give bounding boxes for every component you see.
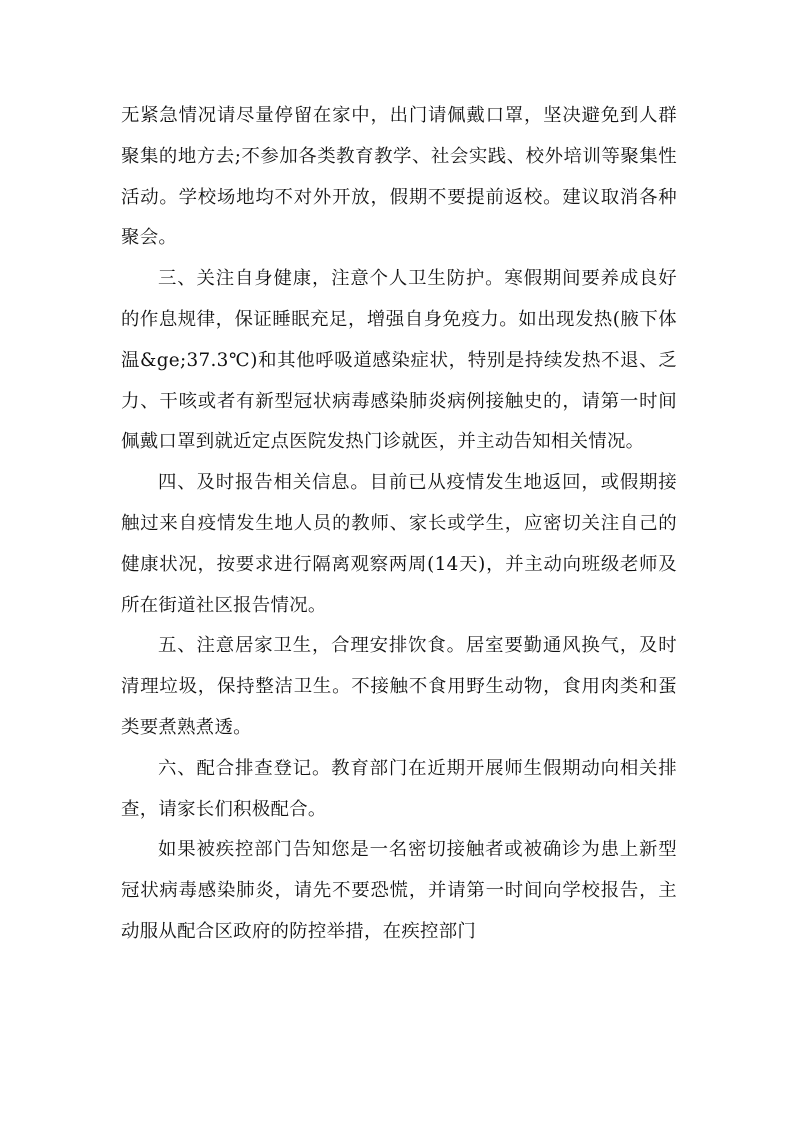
paragraph-section-4: 四、及时报告相关信息。目前已从疫情发生地返回，或假期接触过来自疫情发生地人员的教师、家长或学生，应密切关注自己的健康状况，按要求进行隔离观察两周(14天)，并主动向班级老师及所在街道社区报告情况。 — [121, 472, 677, 616]
document-body — [121, 96, 677, 953]
paragraph-close-contact: 如果被疾控部门告知您是一名密切接触者或被确诊为患上新型冠状病毒感染肺炎，请先不要恐慌，并请第一时间向学校报告，主动服从配合区政府的防控举措，在疾控部门 — [121, 839, 677, 942]
paragraph-continuation: 无紧急情况请尽量停留在家中，出门请佩戴口罩，坚决避免到人群聚集的地方去;不参加各类教育教学、社会实践、校外培训等聚集性活动。学校场地均不对外开放，假期不要提前返校。建议取消各种聚会。 — [121, 105, 677, 249]
paragraph-section-5: 五、注意居家卫生，合理安排饮食。居室要勤通风换气，及时清理垃圾，保持整洁卫生。不接触不食用野生动物，食用肉类和蛋类要煮熟煮透。 — [121, 635, 677, 738]
paragraph-section-3: 三、关注自身健康，注意个人卫生防护。寒假期间要养成良好的作息规律，保证睡眠充足，增强自身免疫力。如出现发热(腋下体温&ge;37.3℃)和其他呼吸道感染症状，特别是持续发热不退、乏力、干咳或者有新型冠状病毒感染肺炎病例接触史的，请第一时间佩戴口罩到就近定点医院发热门诊就医，并主动告知相关情况。 — [121, 268, 677, 453]
paragraph-section-6: 六、配合排查登记。教育部门在近期开展师生假期动向相关排查，请家长们积极配合。 — [121, 757, 677, 820]
